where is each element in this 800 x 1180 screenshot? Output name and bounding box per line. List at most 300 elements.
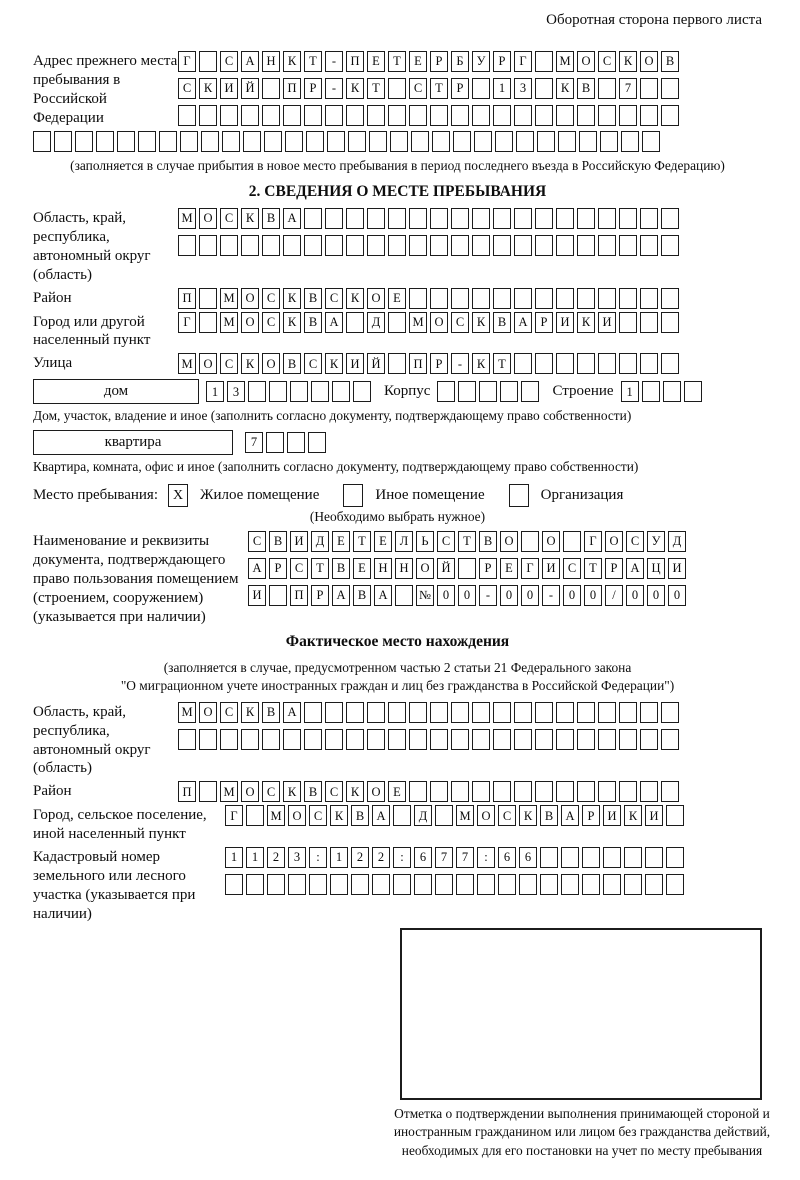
char-cell[interactable]: С [290, 558, 308, 579]
char-cell[interactable] [516, 131, 534, 152]
char-cell[interactable] [290, 381, 308, 402]
char-cell[interactable] [535, 702, 553, 723]
char-cell[interactable] [645, 847, 663, 868]
char-cell[interactable]: 3 [514, 78, 532, 99]
char-cell[interactable] [472, 208, 490, 229]
char-cell[interactable] [640, 729, 658, 750]
char-cell[interactable] [330, 874, 348, 895]
char-cell[interactable] [493, 235, 511, 256]
char-cell[interactable] [346, 208, 364, 229]
char-cell[interactable]: И [248, 585, 266, 606]
char-cell[interactable] [117, 131, 135, 152]
char-cell[interactable] [535, 208, 553, 229]
char-cell[interactable]: Г [178, 51, 196, 72]
char-cell[interactable]: М [178, 702, 196, 723]
char-cell[interactable] [598, 208, 616, 229]
char-cell[interactable]: В [332, 558, 350, 579]
char-cell[interactable]: Д [668, 531, 686, 552]
char-cell[interactable]: А [283, 208, 301, 229]
char-cell[interactable] [514, 702, 532, 723]
char-cell[interactable] [598, 729, 616, 750]
char-cell[interactable] [640, 105, 658, 126]
char-cell[interactable] [577, 105, 595, 126]
char-cell[interactable] [367, 729, 385, 750]
char-cell[interactable]: Г [584, 531, 602, 552]
char-cell[interactable]: Р [311, 585, 329, 606]
char-cell[interactable] [283, 235, 301, 256]
char-cell[interactable]: С [220, 353, 238, 374]
char-cell[interactable] [178, 729, 196, 750]
char-cell[interactable] [409, 235, 427, 256]
char-cell[interactable]: Н [374, 558, 392, 579]
char-cell[interactable] [241, 729, 259, 750]
char-cell[interactable]: - [451, 353, 469, 374]
char-cell[interactable] [640, 312, 658, 333]
char-cell[interactable] [414, 874, 432, 895]
char-cell[interactable] [458, 558, 476, 579]
char-cell[interactable]: Е [388, 288, 406, 309]
char-cell[interactable]: Т [493, 353, 511, 374]
char-cell[interactable] [75, 131, 93, 152]
char-cell[interactable]: О [605, 531, 623, 552]
char-cell[interactable]: 2 [267, 847, 285, 868]
char-cell[interactable] [624, 874, 642, 895]
char-cell[interactable] [472, 105, 490, 126]
char-cell[interactable] [472, 781, 490, 802]
char-cell[interactable]: К [325, 353, 343, 374]
char-cell[interactable]: С [309, 805, 327, 826]
char-cell[interactable]: Т [430, 78, 448, 99]
char-cell[interactable] [640, 208, 658, 229]
char-cell[interactable] [138, 131, 156, 152]
char-cell[interactable] [479, 381, 497, 402]
char-cell[interactable] [535, 235, 553, 256]
char-cell[interactable]: У [472, 51, 490, 72]
char-cell[interactable]: Д [311, 531, 329, 552]
char-cell[interactable]: С [248, 531, 266, 552]
char-cell[interactable]: М [409, 312, 427, 333]
char-cell[interactable] [372, 874, 390, 895]
char-cell[interactable]: 2 [351, 847, 369, 868]
char-cell[interactable]: К [346, 78, 364, 99]
char-cell[interactable]: В [493, 312, 511, 333]
char-cell[interactable] [598, 288, 616, 309]
char-cell[interactable]: В [304, 781, 322, 802]
char-cell[interactable] [199, 105, 217, 126]
checkbox-residential[interactable]: X [168, 484, 188, 507]
char-cell[interactable] [540, 874, 558, 895]
char-cell[interactable]: О [262, 353, 280, 374]
char-cell[interactable] [556, 729, 574, 750]
char-cell[interactable] [430, 702, 448, 723]
char-cell[interactable] [388, 353, 406, 374]
char-cell[interactable] [199, 781, 217, 802]
char-cell[interactable] [432, 131, 450, 152]
char-cell[interactable] [178, 105, 196, 126]
char-cell[interactable]: О [288, 805, 306, 826]
char-cell[interactable]: Б [451, 51, 469, 72]
char-cell[interactable]: У [647, 531, 665, 552]
char-cell[interactable]: И [220, 78, 238, 99]
char-cell[interactable]: А [626, 558, 644, 579]
char-cell[interactable] [598, 235, 616, 256]
char-cell[interactable]: 7 [619, 78, 637, 99]
char-cell[interactable]: Р [479, 558, 497, 579]
char-cell[interactable] [325, 702, 343, 723]
char-cell[interactable]: М [267, 805, 285, 826]
char-cell[interactable]: И [603, 805, 621, 826]
char-cell[interactable]: К [241, 702, 259, 723]
char-cell[interactable] [159, 131, 177, 152]
char-cell[interactable] [472, 702, 490, 723]
char-cell[interactable]: К [241, 353, 259, 374]
char-cell[interactable] [241, 235, 259, 256]
char-cell[interactable] [577, 729, 595, 750]
char-cell[interactable]: Т [584, 558, 602, 579]
char-cell[interactable]: Р [304, 78, 322, 99]
char-cell[interactable] [621, 131, 639, 152]
char-cell[interactable] [514, 235, 532, 256]
char-cell[interactable] [369, 131, 387, 152]
char-cell[interactable] [388, 235, 406, 256]
char-cell[interactable]: - [479, 585, 497, 606]
char-cell[interactable] [325, 235, 343, 256]
char-cell[interactable] [437, 381, 455, 402]
char-cell[interactable]: В [479, 531, 497, 552]
char-cell[interactable] [262, 105, 280, 126]
char-cell[interactable]: О [367, 288, 385, 309]
char-cell[interactable] [521, 381, 539, 402]
char-cell[interactable] [640, 288, 658, 309]
char-cell[interactable]: С [178, 78, 196, 99]
char-cell[interactable] [577, 288, 595, 309]
char-cell[interactable] [535, 105, 553, 126]
char-cell[interactable]: - [325, 51, 343, 72]
char-cell[interactable] [309, 874, 327, 895]
char-cell[interactable]: В [304, 312, 322, 333]
char-cell[interactable]: Р [493, 51, 511, 72]
char-cell[interactable]: / [605, 585, 623, 606]
char-cell[interactable] [577, 702, 595, 723]
char-cell[interactable]: С [626, 531, 644, 552]
char-cell[interactable]: Ь [416, 531, 434, 552]
char-cell[interactable]: К [577, 312, 595, 333]
char-cell[interactable] [619, 235, 637, 256]
char-cell[interactable]: П [283, 78, 301, 99]
char-cell[interactable]: Г [225, 805, 243, 826]
char-cell[interactable] [661, 353, 679, 374]
char-cell[interactable] [640, 353, 658, 374]
char-cell[interactable]: М [220, 312, 238, 333]
char-cell[interactable]: Е [388, 781, 406, 802]
char-cell[interactable] [514, 288, 532, 309]
char-cell[interactable]: Т [388, 51, 406, 72]
char-cell[interactable]: А [561, 805, 579, 826]
char-cell[interactable] [395, 585, 413, 606]
char-cell[interactable]: К [241, 208, 259, 229]
char-cell[interactable]: 6 [498, 847, 516, 868]
char-cell[interactable] [540, 847, 558, 868]
char-cell[interactable]: О [477, 805, 495, 826]
char-cell[interactable] [178, 235, 196, 256]
char-cell[interactable] [220, 235, 238, 256]
char-cell[interactable] [367, 702, 385, 723]
char-cell[interactable] [456, 874, 474, 895]
char-cell[interactable] [556, 781, 574, 802]
char-cell[interactable]: Е [409, 51, 427, 72]
char-cell[interactable]: И [290, 531, 308, 552]
char-cell[interactable] [304, 729, 322, 750]
char-cell[interactable] [619, 208, 637, 229]
char-cell[interactable]: 1 [246, 847, 264, 868]
char-cell[interactable]: 1 [225, 847, 243, 868]
char-cell[interactable] [267, 874, 285, 895]
char-cell[interactable] [458, 381, 476, 402]
char-cell[interactable] [199, 312, 217, 333]
char-cell[interactable]: 6 [519, 847, 537, 868]
char-cell[interactable]: С [409, 78, 427, 99]
char-cell[interactable] [493, 729, 511, 750]
char-cell[interactable] [409, 288, 427, 309]
char-cell[interactable] [367, 105, 385, 126]
char-cell[interactable] [220, 729, 238, 750]
char-cell[interactable]: Г [178, 312, 196, 333]
char-cell[interactable]: М [556, 51, 574, 72]
char-cell[interactable] [556, 105, 574, 126]
char-cell[interactable] [325, 729, 343, 750]
char-cell[interactable] [598, 702, 616, 723]
char-cell[interactable]: Е [367, 51, 385, 72]
char-cell[interactable]: 1 [206, 381, 224, 402]
char-cell[interactable] [579, 131, 597, 152]
char-cell[interactable] [409, 702, 427, 723]
char-cell[interactable]: С [325, 288, 343, 309]
char-cell[interactable]: С [304, 353, 322, 374]
char-cell[interactable] [388, 729, 406, 750]
char-cell[interactable]: 0 [458, 585, 476, 606]
char-cell[interactable]: К [346, 288, 364, 309]
char-cell[interactable]: И [556, 312, 574, 333]
char-cell[interactable]: Р [451, 78, 469, 99]
char-cell[interactable]: Т [367, 78, 385, 99]
char-cell[interactable] [472, 729, 490, 750]
char-cell[interactable]: 0 [584, 585, 602, 606]
char-cell[interactable] [514, 353, 532, 374]
char-cell[interactable]: К [283, 288, 301, 309]
char-cell[interactable] [451, 781, 469, 802]
char-cell[interactable] [269, 381, 287, 402]
char-cell[interactable]: В [351, 805, 369, 826]
char-cell[interactable]: 0 [521, 585, 539, 606]
char-cell[interactable]: В [262, 702, 280, 723]
char-cell[interactable] [388, 702, 406, 723]
char-cell[interactable]: 6 [414, 847, 432, 868]
char-cell[interactable] [451, 702, 469, 723]
char-cell[interactable] [409, 208, 427, 229]
char-cell[interactable] [262, 235, 280, 256]
char-cell[interactable]: В [304, 288, 322, 309]
char-cell[interactable] [409, 729, 427, 750]
char-cell[interactable]: 0 [668, 585, 686, 606]
char-cell[interactable] [661, 235, 679, 256]
char-cell[interactable] [535, 288, 553, 309]
char-cell[interactable]: О [241, 288, 259, 309]
char-cell[interactable] [577, 353, 595, 374]
char-cell[interactable] [556, 702, 574, 723]
char-cell[interactable]: - [325, 78, 343, 99]
char-cell[interactable] [645, 874, 663, 895]
char-cell[interactable] [199, 51, 217, 72]
char-cell[interactable] [603, 847, 621, 868]
char-cell[interactable]: К [519, 805, 537, 826]
char-cell[interactable] [563, 531, 581, 552]
char-cell[interactable] [388, 208, 406, 229]
char-cell[interactable] [287, 432, 305, 453]
char-cell[interactable] [325, 208, 343, 229]
char-cell[interactable]: О [430, 312, 448, 333]
char-cell[interactable] [33, 131, 51, 152]
char-cell[interactable] [351, 874, 369, 895]
char-cell[interactable]: В [540, 805, 558, 826]
char-cell[interactable]: Т [304, 51, 322, 72]
char-cell[interactable]: А [325, 312, 343, 333]
char-cell[interactable] [451, 208, 469, 229]
char-cell[interactable] [430, 781, 448, 802]
char-cell[interactable] [493, 702, 511, 723]
char-cell[interactable] [603, 874, 621, 895]
char-cell[interactable] [577, 781, 595, 802]
char-cell[interactable] [556, 288, 574, 309]
char-cell[interactable]: М [178, 208, 196, 229]
char-cell[interactable]: : [477, 847, 495, 868]
char-cell[interactable] [451, 288, 469, 309]
char-cell[interactable] [519, 874, 537, 895]
char-cell[interactable] [246, 805, 264, 826]
char-cell[interactable] [535, 353, 553, 374]
char-cell[interactable] [225, 874, 243, 895]
char-cell[interactable] [474, 131, 492, 152]
char-cell[interactable]: И [346, 353, 364, 374]
char-cell[interactable] [661, 312, 679, 333]
char-cell[interactable] [388, 312, 406, 333]
char-cell[interactable]: Н [262, 51, 280, 72]
char-cell[interactable]: Е [332, 531, 350, 552]
char-cell[interactable] [561, 847, 579, 868]
char-cell[interactable]: С [437, 531, 455, 552]
char-cell[interactable]: И [598, 312, 616, 333]
char-cell[interactable] [222, 131, 240, 152]
char-cell[interactable] [304, 105, 322, 126]
char-cell[interactable]: Р [430, 353, 448, 374]
char-cell[interactable]: М [178, 353, 196, 374]
char-cell[interactable]: К [283, 51, 301, 72]
char-cell[interactable] [269, 585, 287, 606]
char-cell[interactable] [556, 353, 574, 374]
char-cell[interactable]: В [262, 208, 280, 229]
char-cell[interactable] [346, 105, 364, 126]
char-cell[interactable]: С [220, 208, 238, 229]
char-cell[interactable] [201, 131, 219, 152]
char-cell[interactable] [661, 208, 679, 229]
char-cell[interactable]: 1 [493, 78, 511, 99]
char-cell[interactable]: П [409, 353, 427, 374]
char-cell[interactable] [96, 131, 114, 152]
char-cell[interactable] [535, 729, 553, 750]
char-cell[interactable]: С [598, 51, 616, 72]
char-cell[interactable]: 1 [330, 847, 348, 868]
char-cell[interactable] [558, 131, 576, 152]
char-cell[interactable] [598, 78, 616, 99]
char-cell[interactable] [619, 729, 637, 750]
char-cell[interactable]: Л [395, 531, 413, 552]
char-cell[interactable]: С [563, 558, 581, 579]
char-cell[interactable] [624, 847, 642, 868]
char-cell[interactable] [498, 874, 516, 895]
char-cell[interactable] [453, 131, 471, 152]
char-cell[interactable] [388, 105, 406, 126]
char-cell[interactable] [332, 381, 350, 402]
char-cell[interactable] [582, 847, 600, 868]
char-cell[interactable]: В [577, 78, 595, 99]
char-cell[interactable] [640, 235, 658, 256]
char-cell[interactable]: А [374, 585, 392, 606]
char-cell[interactable]: В [283, 353, 301, 374]
char-cell[interactable] [598, 353, 616, 374]
char-cell[interactable]: П [290, 585, 308, 606]
char-cell[interactable]: - [542, 585, 560, 606]
checkbox-organization[interactable] [509, 484, 529, 507]
char-cell[interactable]: 0 [563, 585, 581, 606]
char-cell[interactable] [430, 208, 448, 229]
char-cell[interactable]: 7 [435, 847, 453, 868]
char-cell[interactable] [642, 131, 660, 152]
char-cell[interactable] [477, 874, 495, 895]
char-cell[interactable]: К [472, 353, 490, 374]
char-cell[interactable] [199, 729, 217, 750]
char-cell[interactable] [472, 235, 490, 256]
char-cell[interactable]: О [199, 208, 217, 229]
char-cell[interactable]: О [241, 312, 259, 333]
char-cell[interactable] [411, 131, 429, 152]
char-cell[interactable] [451, 235, 469, 256]
char-cell[interactable] [493, 288, 511, 309]
char-cell[interactable] [600, 131, 618, 152]
char-cell[interactable]: : [393, 847, 411, 868]
char-cell[interactable] [661, 702, 679, 723]
char-cell[interactable] [556, 208, 574, 229]
char-cell[interactable]: В [269, 531, 287, 552]
char-cell[interactable] [661, 288, 679, 309]
char-cell[interactable] [661, 729, 679, 750]
char-cell[interactable]: С [262, 781, 280, 802]
char-cell[interactable]: О [241, 781, 259, 802]
char-cell[interactable]: Д [414, 805, 432, 826]
char-cell[interactable]: К [330, 805, 348, 826]
char-cell[interactable] [640, 702, 658, 723]
char-cell[interactable] [582, 874, 600, 895]
char-cell[interactable] [472, 78, 490, 99]
char-cell[interactable]: С [262, 288, 280, 309]
char-cell[interactable] [661, 78, 679, 99]
char-cell[interactable]: 7 [456, 847, 474, 868]
char-cell[interactable]: 3 [227, 381, 245, 402]
char-cell[interactable]: К [624, 805, 642, 826]
char-cell[interactable]: К [283, 312, 301, 333]
char-cell[interactable] [430, 729, 448, 750]
char-cell[interactable]: А [332, 585, 350, 606]
char-cell[interactable] [561, 874, 579, 895]
char-cell[interactable] [393, 874, 411, 895]
